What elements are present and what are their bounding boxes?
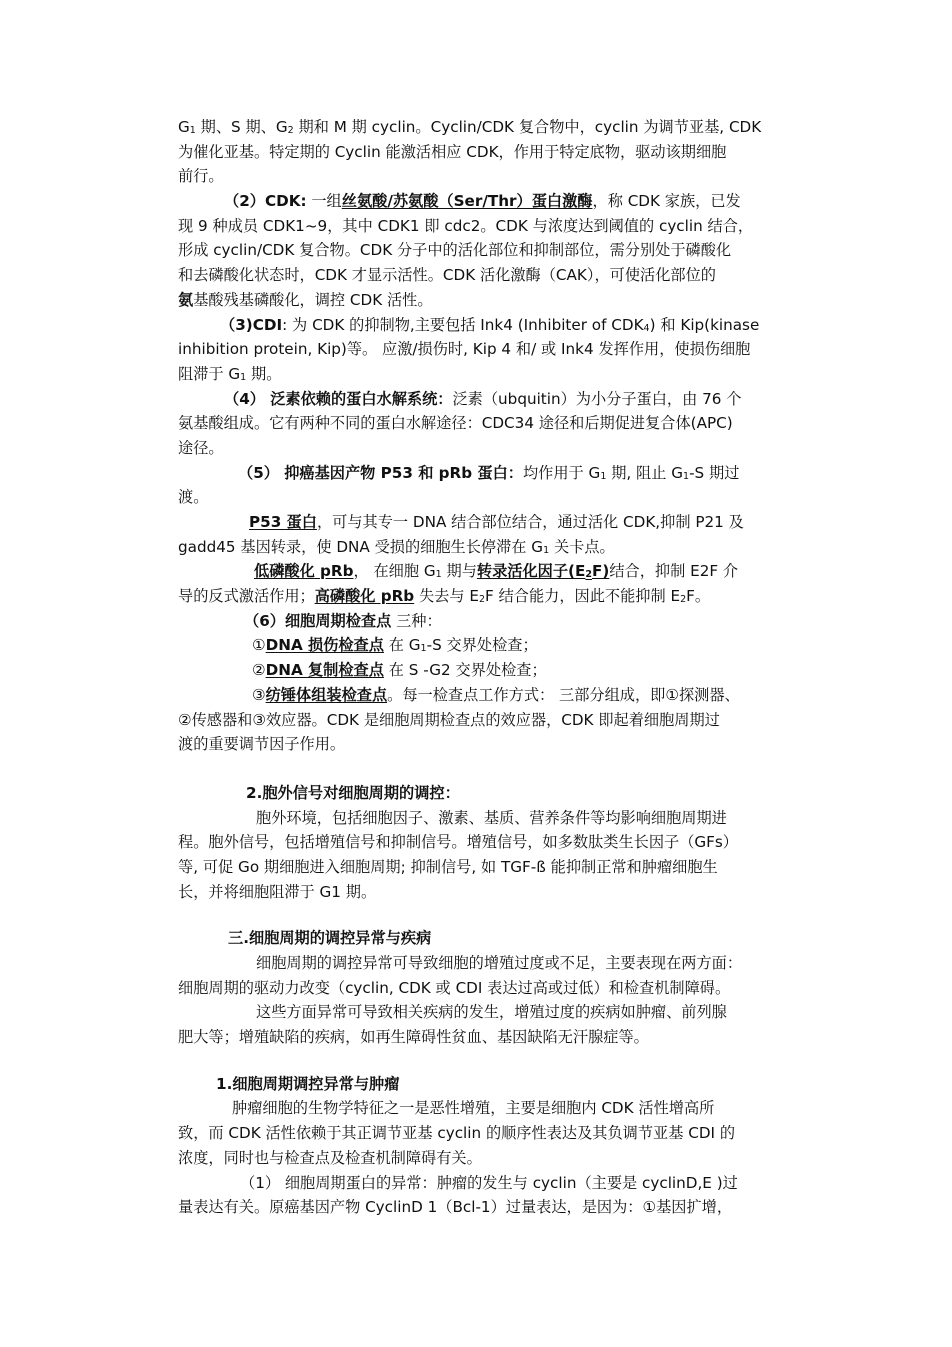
paragraph-line: inhibition protein, Kip)等。 应激/损伤时, Kip 4 和/ 或 Ink4 发挥作用，使损伤细胞 [178, 340, 751, 359]
paragraph-line: 等, 可促 Go 期细胞进入细胞周期; 抑制信号, 如 TGF-ß 能抑制正常和肿瘤细胞生 [178, 857, 718, 876]
paragraph-line: 氨基酸残基磷酸化，调控 CDK 活性。 [178, 290, 433, 309]
paragraph-line: 细胞周期的驱动力改变（cyclin, CDK 或 CDI 表达过高或过低）和检查机制障碍。 [178, 978, 731, 997]
checkpoint-item: ②DNA 复制检查点 在 S -G2 交界处检查； [252, 661, 547, 680]
paragraph-line: 致，而 CDK 活性依赖于其正调节亚基 cyclin 的顺序性表达及其负调节亚基 CDI 的 [178, 1124, 736, 1143]
document-page [178, 115, 776, 1220]
paragraph-line: 阻滞于 $G_1$ 期。 [178, 364, 282, 383]
paragraph-line: 这些方面异常可导致相关疾病的发生，增殖过度的疾病如肿瘤、前列腺 [256, 1003, 727, 1022]
paragraph-line: 细胞周期的调控异常可导致细胞的增殖过度或不足，主要表现在两方面： [256, 954, 742, 972]
paragraph-line: ②传感器和③效应器。CDK 是细胞周期检查点的效应器，CDK 即起着细胞周期过 [178, 710, 720, 729]
paragraph-line: 导的反式激活作用；高磷酸化 pRb 失去与 $E_2F$ 结合能力，因此不能抑制 $E_2F$。 [178, 587, 711, 606]
paragraph-line: 量表达有关。原癌基因产物 CyclinD 1（Bcl-1）过量表达，是因为：①基因扩增， [178, 1198, 733, 1217]
paragraph-line: 前行。 [178, 167, 224, 186]
paragraph-line: 途径。 [178, 438, 224, 457]
paragraph-line: 和去磷酸化状态时，CDK 才显示活性。CDK 活化激酶（CAK），可使活化部位的 [178, 266, 716, 285]
section-heading: 三.细胞周期的调控异常与疾病 [228, 929, 432, 948]
section-heading: 1.细胞周期调控异常与肿瘤 [216, 1074, 400, 1093]
paragraph-line: 渡。 [178, 488, 209, 507]
paragraph-line: （1） 细胞周期蛋白的异常：肿瘤的发生与 cyclin（主要是 cyclinD,E )过 [240, 1173, 738, 1192]
paragraph-line: 浓度，同时也与检查点及检查机制障碍有关。 [178, 1148, 482, 1167]
checkpoint-heading-line: （6）细胞周期检查点 三种： [244, 611, 442, 630]
paragraph-line: 肿瘤细胞的生物学特征之一是恶性增殖，主要是细胞内 CDK 活性增高所 [232, 1099, 715, 1118]
section-heading: 2.胞外信号对细胞周期的调控： [246, 783, 460, 802]
paragraph-line: 渡的重要调节因子作用。 [178, 735, 346, 754]
p53-line: P53 蛋白，可与其专一 DNA 结合部位结合，通过活化 CDK,抑制 P21 及 [249, 513, 744, 531]
paragraph-line: 形成 cyclin/CDK 复合物。CDK 分子中的活化部位和抑制部位，需分别处于磷酸化 [178, 241, 732, 260]
paragraph-line: 胞外环境，包括细胞因子、激素、基质、营养条件等均影响细胞周期进 [256, 808, 727, 827]
cdk-heading-line: （2）CDK: 一组丝氨酸/苏氨酸（Ser/Thr）蛋白激酶，称 CDK 家族，已发 [224, 192, 741, 211]
cdi-heading-line: （3)CDI: 为 CDK 的抑制物,主要包括 Ink4 (Inhibiter of $CDK_4$) 和 Kip(kinase [220, 315, 760, 334]
paragraph-line: $G_1$ 期、S 期、$G_2$ 期和 M 期 cyclin。Cyclin/CDK 复合物中，cyclin 为调节亚基, CDK [178, 118, 762, 136]
paragraph-line: gadd45 基因转录，使 DNA 受损的细胞生长停滞在 $G_1$ 关卡点。 [178, 537, 615, 556]
p53-prb-heading-line: （5） 抑癌基因产物 P53 和 pRb 蛋白：均作用于 $G_1$ 期, 阻止 $G_1-S$ 期过 [238, 463, 740, 482]
checkpoint-item: ③纺锤体组装检查点。每一检查点工作方式： 三部分组成，即①探测器、 [252, 685, 740, 704]
paragraph-line: 长，并将细胞阻滞于 G1 期。 [178, 882, 377, 901]
paragraph-line: 氨基酸组成。它有两种不同的蛋白水解途径：CDC34 途径和后期促进复合体(APC) [178, 414, 733, 433]
paragraph-line: 程。胞外信号，包括增殖信号和抑制信号。增殖信号，如多数肽类生长因子（GFs） [178, 833, 738, 852]
ubiquitin-heading-line: （4） 泛素依赖的蛋白水解系统：泛素（ubquitin）为小分子蛋白，由 76 个 [224, 389, 742, 408]
paragraph-line: 现 9 种成员 CDK1~9，其中 CDK1 即 cdc2。CDK 与浓度达到阈值的 cyclin 结合， [178, 216, 754, 235]
paragraph-line: 为催化亚基。特定期的 Cyclin 能激活相应 CDK，作用于特定底物，驱动该期细胞 [178, 142, 727, 161]
paragraph-line: 肥大等；增殖缺陷的疾病，如再生障碍性贫血、基因缺陷无汗腺症等。 [178, 1028, 649, 1047]
prb-line: 低磷酸化 pRb， 在细胞 $G_1$ 期与转录活化因子$(E_2F)$结合，抑制 E2F 介 [254, 562, 739, 581]
checkpoint-item: ①DNA 损伤检查点 在 $G_1-S$ 交界处检查； [252, 636, 538, 655]
